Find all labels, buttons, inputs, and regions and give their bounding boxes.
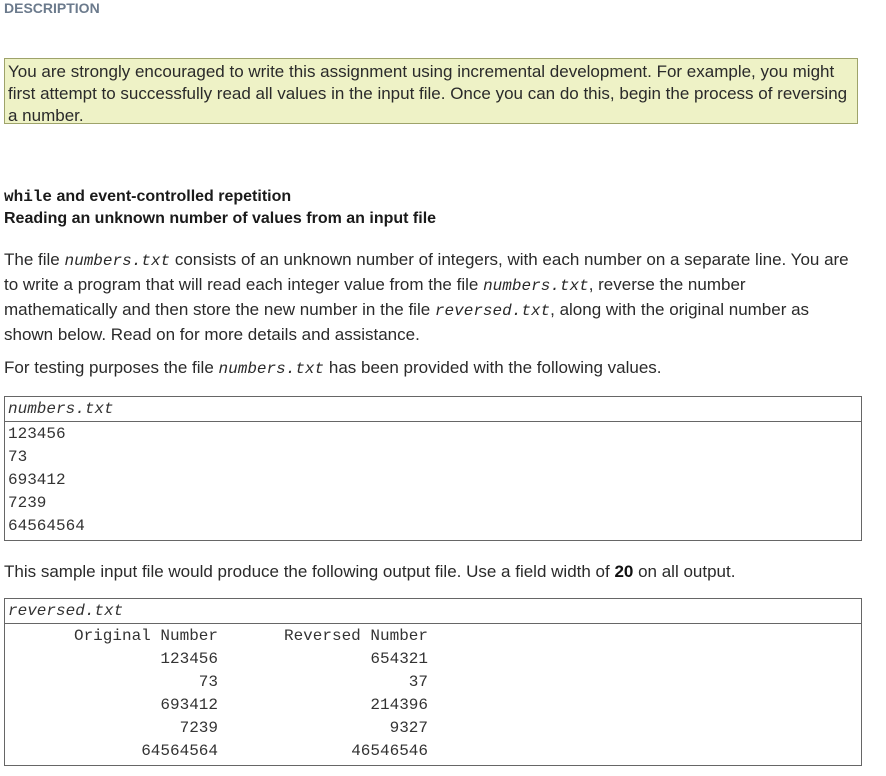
tip-text: You are strongly encouraged to write this assignment using incremental development. For example, you might first attempt to successfully read all values in the input file. Once you can do this, begin the process of reversing a number. bbox=[8, 62, 848, 125]
input-file-box bbox=[4, 396, 862, 541]
input-file-line: 7239 bbox=[8, 494, 47, 512]
para1-text-1: The file bbox=[4, 250, 65, 269]
reversed-number-cell: 9327 bbox=[389, 719, 428, 737]
para3-text-2: on all output. bbox=[633, 562, 736, 581]
filename-numbers: numbers.txt bbox=[218, 360, 325, 378]
reversed-number-cell: 46546546 bbox=[351, 742, 428, 760]
input-file-line: 123456 bbox=[8, 425, 66, 443]
para1-text-2: consists of an unknown number of integers, with each number on a separate line. You are to write a program that will read each integer value from the file bbox=[4, 250, 849, 294]
reversed-number-cell: 37 bbox=[408, 673, 428, 691]
input-file-name: numbers.txt bbox=[5, 397, 861, 422]
output-file-contents bbox=[5, 624, 861, 763]
reversed-number-cell: 214396 bbox=[370, 696, 428, 714]
input-file-line: 64564564 bbox=[8, 517, 85, 535]
input-file-contents bbox=[5, 422, 861, 538]
para2-text-2: has been provided with the following values. bbox=[324, 358, 662, 377]
output-column-header: Original Number bbox=[73, 627, 218, 645]
output-file-name: reversed.txt bbox=[5, 599, 861, 624]
original-number-cell: 123456 bbox=[160, 650, 218, 668]
input-file-line: 693412 bbox=[8, 471, 66, 489]
output-paragraph bbox=[4, 560, 854, 583]
para1-text-3: , reverse the number mathematically and then store the new number in the file bbox=[4, 275, 746, 319]
output-table bbox=[8, 625, 861, 763]
filename-reversed: reversed.txt bbox=[434, 302, 551, 320]
description-paragraph bbox=[4, 248, 854, 346]
input-file-line: 73 bbox=[8, 448, 28, 466]
section-label: DESCRIPTION bbox=[4, 0, 100, 16]
heading-while-text: and event-controlled repetition bbox=[52, 188, 292, 205]
field-width-value: 20 bbox=[614, 562, 634, 581]
original-number-cell: 693412 bbox=[160, 696, 218, 714]
para2-text-1: For testing purposes the file bbox=[4, 358, 219, 377]
filename-numbers: numbers.txt bbox=[483, 277, 589, 295]
original-number-cell: 7239 bbox=[179, 719, 218, 737]
testing-paragraph bbox=[4, 356, 854, 381]
para1-text-4: , along with the original number as shown below. Read on for more details and assistance. bbox=[4, 300, 810, 344]
section-headings bbox=[4, 186, 436, 230]
para3-text-1: This sample input file would produce the following output file. Use a field width of bbox=[4, 562, 615, 581]
heading-while-keyword: while bbox=[4, 188, 53, 206]
output-file-box bbox=[4, 598, 862, 766]
original-number-cell: 73 bbox=[198, 673, 218, 691]
original-number-cell: 64564564 bbox=[141, 742, 218, 760]
output-column-header: Reversed Number bbox=[283, 627, 428, 645]
tip-callout bbox=[4, 58, 858, 124]
heading-reading: Reading an unknown number of values from an input file bbox=[4, 210, 437, 227]
heading-while bbox=[4, 186, 436, 208]
reversed-number-cell: 654321 bbox=[370, 650, 428, 668]
filename-numbers: numbers.txt bbox=[64, 252, 171, 270]
